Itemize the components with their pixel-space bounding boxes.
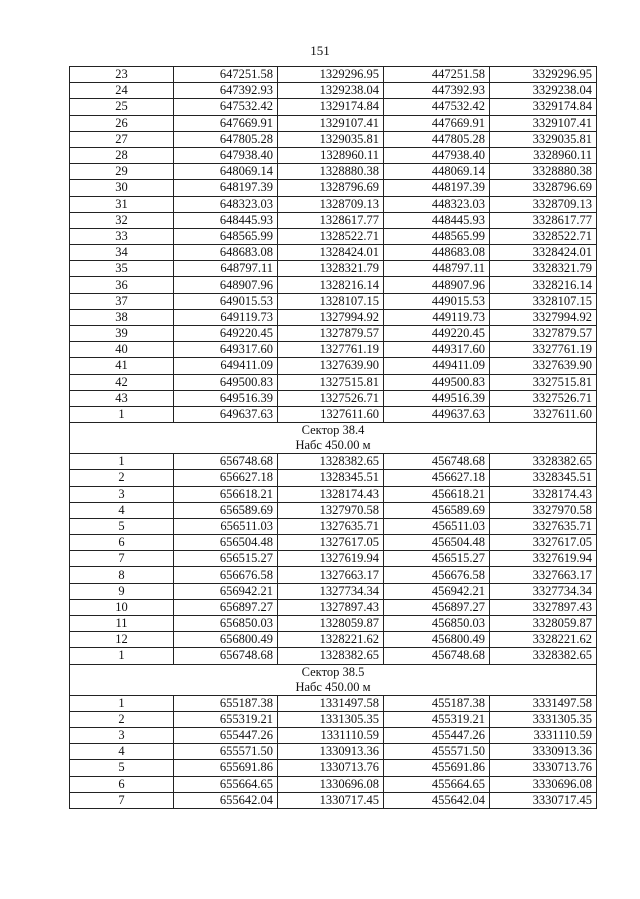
x-coordinate-cell: 648797.11 <box>174 261 278 277</box>
x-coordinate-cell: 655642.04 <box>174 792 278 808</box>
x-coordinate-cell: 648069.14 <box>174 164 278 180</box>
x-coordinate-cell: 647669.91 <box>174 115 278 131</box>
point-number-cell: 12 <box>70 632 174 648</box>
x-coordinate-cell: 656942.21 <box>174 583 278 599</box>
table-row <box>70 67 597 83</box>
table-row <box>70 792 597 808</box>
table-row <box>70 245 597 261</box>
y-msk-coordinate-cell: 3328174.43 <box>490 486 597 502</box>
point-number-cell: 32 <box>70 212 174 228</box>
y-msk-coordinate-cell: 3330713.76 <box>490 760 597 776</box>
table-row <box>70 358 597 374</box>
x-msk-coordinate-cell: 455691.86 <box>384 760 490 776</box>
x-msk-coordinate-cell: 447938.40 <box>384 147 490 163</box>
point-number-cell: 9 <box>70 583 174 599</box>
y-msk-coordinate-cell: 3328522.71 <box>490 228 597 244</box>
x-coordinate-cell: 656676.58 <box>174 567 278 583</box>
table-row <box>70 518 597 534</box>
table-row <box>70 406 597 422</box>
x-msk-coordinate-cell: 448323.03 <box>384 196 490 212</box>
x-coordinate-cell: 647251.58 <box>174 67 278 83</box>
y-coordinate-cell: 1327734.34 <box>278 583 384 599</box>
y-coordinate-cell: 1327611.60 <box>278 406 384 422</box>
y-msk-coordinate-cell: 3327761.19 <box>490 342 597 358</box>
x-msk-coordinate-cell: 448197.39 <box>384 180 490 196</box>
point-number-cell: 38 <box>70 309 174 325</box>
y-coordinate-cell: 1328880.38 <box>278 164 384 180</box>
x-msk-coordinate-cell: 447392.93 <box>384 83 490 99</box>
y-msk-coordinate-cell: 3329296.95 <box>490 67 597 83</box>
y-coordinate-cell: 1328424.01 <box>278 245 384 261</box>
y-coordinate-cell: 1327970.58 <box>278 502 384 518</box>
x-msk-coordinate-cell: 456504.48 <box>384 535 490 551</box>
point-number-cell: 36 <box>70 277 174 293</box>
point-number-cell: 37 <box>70 293 174 309</box>
x-msk-coordinate-cell: 448907.96 <box>384 277 490 293</box>
y-msk-coordinate-cell: 3330717.45 <box>490 792 597 808</box>
y-coordinate-cell: 1327761.19 <box>278 342 384 358</box>
y-coordinate-cell: 1327617.05 <box>278 535 384 551</box>
table-row <box>70 131 597 147</box>
x-coordinate-cell: 656627.18 <box>174 470 278 486</box>
x-coordinate-cell: 649411.09 <box>174 358 278 374</box>
point-number-cell: 42 <box>70 374 174 390</box>
table-row <box>70 760 597 776</box>
y-msk-coordinate-cell: 3328059.87 <box>490 616 597 632</box>
x-msk-coordinate-cell: 448565.99 <box>384 228 490 244</box>
y-msk-coordinate-cell: 3328960.11 <box>490 147 597 163</box>
y-coordinate-cell: 1327663.17 <box>278 567 384 583</box>
y-msk-coordinate-cell: 3328796.69 <box>490 180 597 196</box>
x-msk-coordinate-cell: 449015.53 <box>384 293 490 309</box>
y-msk-coordinate-cell: 3327526.71 <box>490 390 597 406</box>
table-row <box>70 277 597 293</box>
x-coordinate-cell: 656504.48 <box>174 535 278 551</box>
y-msk-coordinate-cell: 3327619.94 <box>490 551 597 567</box>
y-msk-coordinate-cell: 3329107.41 <box>490 115 597 131</box>
y-msk-coordinate-cell: 3327611.60 <box>490 406 597 422</box>
point-number-cell: 33 <box>70 228 174 244</box>
x-msk-coordinate-cell: 456748.68 <box>384 648 490 664</box>
x-msk-coordinate-cell: 456618.21 <box>384 486 490 502</box>
y-msk-coordinate-cell: 3328709.13 <box>490 196 597 212</box>
y-msk-coordinate-cell: 3328221.62 <box>490 632 597 648</box>
table-row <box>70 180 597 196</box>
x-coordinate-cell: 656515.27 <box>174 551 278 567</box>
y-msk-coordinate-cell: 3328424.01 <box>490 245 597 261</box>
x-msk-coordinate-cell: 449220.45 <box>384 326 490 342</box>
x-msk-coordinate-cell: 448683.08 <box>384 245 490 261</box>
x-msk-coordinate-cell: 449317.60 <box>384 342 490 358</box>
table-row <box>70 567 597 583</box>
y-msk-coordinate-cell: 3329174.84 <box>490 99 597 115</box>
y-coordinate-cell: 1327635.71 <box>278 518 384 534</box>
point-number-cell: 41 <box>70 358 174 374</box>
x-msk-coordinate-cell: 449500.83 <box>384 374 490 390</box>
page-number: 151 <box>310 43 330 58</box>
point-number-cell: 1 <box>70 695 174 711</box>
point-number-cell: 43 <box>70 390 174 406</box>
x-coordinate-cell: 648907.96 <box>174 277 278 293</box>
table-row <box>70 342 597 358</box>
y-msk-coordinate-cell: 3327970.58 <box>490 502 597 518</box>
y-coordinate-cell: 1328522.71 <box>278 228 384 244</box>
x-msk-coordinate-cell: 456676.58 <box>384 567 490 583</box>
table-row <box>70 711 597 727</box>
x-coordinate-cell: 647392.93 <box>174 83 278 99</box>
table-row <box>70 374 597 390</box>
point-number-cell: 35 <box>70 261 174 277</box>
y-coordinate-cell: 1330696.08 <box>278 776 384 792</box>
y-coordinate-cell: 1329174.84 <box>278 99 384 115</box>
x-coordinate-cell: 656748.68 <box>174 454 278 470</box>
x-msk-coordinate-cell: 449516.39 <box>384 390 490 406</box>
y-msk-coordinate-cell: 3331110.59 <box>490 727 597 743</box>
y-coordinate-cell: 1328345.51 <box>278 470 384 486</box>
table-row <box>70 390 597 406</box>
x-coordinate-cell: 656511.03 <box>174 518 278 534</box>
y-msk-coordinate-cell: 3327639.90 <box>490 358 597 374</box>
point-number-cell: 2 <box>70 711 174 727</box>
y-msk-coordinate-cell: 3328107.15 <box>490 293 597 309</box>
x-coordinate-cell: 648197.39 <box>174 180 278 196</box>
section-header <box>70 664 597 695</box>
point-number-cell: 1 <box>70 454 174 470</box>
y-coordinate-cell: 1328174.43 <box>278 486 384 502</box>
y-coordinate-cell: 1328059.87 <box>278 616 384 632</box>
y-msk-coordinate-cell: 3331305.35 <box>490 711 597 727</box>
y-coordinate-cell: 1327515.81 <box>278 374 384 390</box>
point-number-cell: 5 <box>70 760 174 776</box>
x-coordinate-cell: 647532.42 <box>174 99 278 115</box>
point-number-cell: 30 <box>70 180 174 196</box>
y-coordinate-cell: 1327619.94 <box>278 551 384 567</box>
y-coordinate-cell: 1328107.15 <box>278 293 384 309</box>
table-row <box>70 99 597 115</box>
section-header-row <box>70 664 597 695</box>
y-msk-coordinate-cell: 3327994.92 <box>490 309 597 325</box>
x-coordinate-cell: 656618.21 <box>174 486 278 502</box>
y-msk-coordinate-cell: 3328345.51 <box>490 470 597 486</box>
point-number-cell: 3 <box>70 727 174 743</box>
x-msk-coordinate-cell: 456627.18 <box>384 470 490 486</box>
y-msk-coordinate-cell: 3331497.58 <box>490 695 597 711</box>
table-row <box>70 326 597 342</box>
y-coordinate-cell: 1327526.71 <box>278 390 384 406</box>
y-msk-coordinate-cell: 3328321.79 <box>490 261 597 277</box>
y-msk-coordinate-cell: 3328382.65 <box>490 648 597 664</box>
table-row <box>70 83 597 99</box>
y-msk-coordinate-cell: 3328617.77 <box>490 212 597 228</box>
table-row <box>70 212 597 228</box>
x-msk-coordinate-cell: 448069.14 <box>384 164 490 180</box>
y-msk-coordinate-cell: 3327515.81 <box>490 374 597 390</box>
table-row <box>70 147 597 163</box>
x-coordinate-cell: 649516.39 <box>174 390 278 406</box>
table-row <box>70 454 597 470</box>
x-msk-coordinate-cell: 455664.65 <box>384 776 490 792</box>
point-number-cell: 6 <box>70 776 174 792</box>
point-number-cell: 5 <box>70 518 174 534</box>
x-coordinate-cell: 649637.63 <box>174 406 278 422</box>
section-header-row <box>70 423 597 454</box>
x-coordinate-cell: 649500.83 <box>174 374 278 390</box>
y-msk-coordinate-cell: 3327879.57 <box>490 326 597 342</box>
x-coordinate-cell: 649119.73 <box>174 309 278 325</box>
y-coordinate-cell: 1329107.41 <box>278 115 384 131</box>
x-coordinate-cell: 655571.50 <box>174 744 278 760</box>
x-coordinate-cell: 649220.45 <box>174 326 278 342</box>
table-row <box>70 261 597 277</box>
y-coordinate-cell: 1329296.95 <box>278 67 384 83</box>
x-coordinate-cell: 647805.28 <box>174 131 278 147</box>
table-row <box>70 502 597 518</box>
y-coordinate-cell: 1330713.76 <box>278 760 384 776</box>
y-msk-coordinate-cell: 3328216.14 <box>490 277 597 293</box>
x-msk-coordinate-cell: 456748.68 <box>384 454 490 470</box>
y-coordinate-cell: 1329035.81 <box>278 131 384 147</box>
point-number-cell: 23 <box>70 67 174 83</box>
y-coordinate-cell: 1331497.58 <box>278 695 384 711</box>
y-msk-coordinate-cell: 3330696.08 <box>490 776 597 792</box>
y-msk-coordinate-cell: 3330913.36 <box>490 744 597 760</box>
x-msk-coordinate-cell: 456511.03 <box>384 518 490 534</box>
x-coordinate-cell: 656897.27 <box>174 599 278 615</box>
x-msk-coordinate-cell: 455571.50 <box>384 744 490 760</box>
y-coordinate-cell: 1328321.79 <box>278 261 384 277</box>
coordinates-table <box>69 66 597 809</box>
section-title: Сектор 38.5 <box>301 664 365 679</box>
x-msk-coordinate-cell: 448797.11 <box>384 261 490 277</box>
table-row <box>70 293 597 309</box>
x-msk-coordinate-cell: 447805.28 <box>384 131 490 147</box>
x-coordinate-cell: 649317.60 <box>174 342 278 358</box>
point-number-cell: 4 <box>70 744 174 760</box>
table-row <box>70 616 597 632</box>
y-msk-coordinate-cell: 3327617.05 <box>490 535 597 551</box>
x-msk-coordinate-cell: 455319.21 <box>384 711 490 727</box>
x-msk-coordinate-cell: 449119.73 <box>384 309 490 325</box>
x-coordinate-cell: 656589.69 <box>174 502 278 518</box>
coordinates-table-body <box>70 67 597 809</box>
y-coordinate-cell: 1327879.57 <box>278 326 384 342</box>
y-msk-coordinate-cell: 3327635.71 <box>490 518 597 534</box>
y-coordinate-cell: 1328796.69 <box>278 180 384 196</box>
x-msk-coordinate-cell: 455447.26 <box>384 727 490 743</box>
x-coordinate-cell: 655664.65 <box>174 776 278 792</box>
y-coordinate-cell: 1331305.35 <box>278 711 384 727</box>
y-msk-coordinate-cell: 3327663.17 <box>490 567 597 583</box>
x-msk-coordinate-cell: 449637.63 <box>384 406 490 422</box>
table-row <box>70 648 597 664</box>
x-coordinate-cell: 655691.86 <box>174 760 278 776</box>
y-coordinate-cell: 1328617.77 <box>278 212 384 228</box>
y-coordinate-cell: 1328382.65 <box>278 454 384 470</box>
x-msk-coordinate-cell: 455642.04 <box>384 792 490 808</box>
x-msk-coordinate-cell: 455187.38 <box>384 695 490 711</box>
y-coordinate-cell: 1327639.90 <box>278 358 384 374</box>
y-coordinate-cell: 1328221.62 <box>278 632 384 648</box>
x-coordinate-cell: 647938.40 <box>174 147 278 163</box>
point-number-cell: 26 <box>70 115 174 131</box>
point-number-cell: 7 <box>70 551 174 567</box>
section-height: Набс 450.00 м <box>295 438 371 453</box>
x-coordinate-cell: 655447.26 <box>174 727 278 743</box>
table-row <box>70 727 597 743</box>
x-coordinate-cell: 656800.49 <box>174 632 278 648</box>
y-coordinate-cell: 1327994.92 <box>278 309 384 325</box>
y-msk-coordinate-cell: 3329238.04 <box>490 83 597 99</box>
point-number-cell: 40 <box>70 342 174 358</box>
point-number-cell: 4 <box>70 502 174 518</box>
x-msk-coordinate-cell: 448445.93 <box>384 212 490 228</box>
x-coordinate-cell: 648565.99 <box>174 228 278 244</box>
x-msk-coordinate-cell: 447532.42 <box>384 99 490 115</box>
point-number-cell: 10 <box>70 599 174 615</box>
section-height: Набс 450.00 м <box>295 679 371 694</box>
table-row <box>70 115 597 131</box>
point-number-cell: 6 <box>70 535 174 551</box>
x-coordinate-cell: 655319.21 <box>174 711 278 727</box>
section-header <box>70 423 597 454</box>
point-number-cell: 39 <box>70 326 174 342</box>
y-msk-coordinate-cell: 3328382.65 <box>490 454 597 470</box>
table-row <box>70 196 597 212</box>
point-number-cell: 28 <box>70 147 174 163</box>
point-number-cell: 7 <box>70 792 174 808</box>
table-row <box>70 776 597 792</box>
table-row <box>70 744 597 760</box>
table-row <box>70 695 597 711</box>
table-row <box>70 632 597 648</box>
x-coordinate-cell: 656850.03 <box>174 616 278 632</box>
point-number-cell: 34 <box>70 245 174 261</box>
y-coordinate-cell: 1328216.14 <box>278 277 384 293</box>
x-coordinate-cell: 648683.08 <box>174 245 278 261</box>
point-number-cell: 31 <box>70 196 174 212</box>
y-coordinate-cell: 1327897.43 <box>278 599 384 615</box>
y-coordinate-cell: 1329238.04 <box>278 83 384 99</box>
y-coordinate-cell: 1328382.65 <box>278 648 384 664</box>
x-coordinate-cell: 656748.68 <box>174 648 278 664</box>
x-msk-coordinate-cell: 456942.21 <box>384 583 490 599</box>
x-msk-coordinate-cell: 456897.27 <box>384 599 490 615</box>
table-row <box>70 486 597 502</box>
table-row <box>70 551 597 567</box>
x-coordinate-cell: 648323.03 <box>174 196 278 212</box>
table-row <box>70 228 597 244</box>
table-row <box>70 470 597 486</box>
y-coordinate-cell: 1330717.45 <box>278 792 384 808</box>
table-row <box>70 583 597 599</box>
x-msk-coordinate-cell: 456850.03 <box>384 616 490 632</box>
point-number-cell: 1 <box>70 648 174 664</box>
table-row <box>70 164 597 180</box>
point-number-cell: 2 <box>70 470 174 486</box>
table-row <box>70 599 597 615</box>
point-number-cell: 1 <box>70 406 174 422</box>
y-msk-coordinate-cell: 3327897.43 <box>490 599 597 615</box>
x-msk-coordinate-cell: 447669.91 <box>384 115 490 131</box>
point-number-cell: 27 <box>70 131 174 147</box>
x-coordinate-cell: 649015.53 <box>174 293 278 309</box>
point-number-cell: 25 <box>70 99 174 115</box>
y-msk-coordinate-cell: 3328880.38 <box>490 164 597 180</box>
point-number-cell: 8 <box>70 567 174 583</box>
point-number-cell: 29 <box>70 164 174 180</box>
y-coordinate-cell: 1331110.59 <box>278 727 384 743</box>
x-msk-coordinate-cell: 456800.49 <box>384 632 490 648</box>
point-number-cell: 11 <box>70 616 174 632</box>
table-row <box>70 535 597 551</box>
y-coordinate-cell: 1328960.11 <box>278 147 384 163</box>
y-msk-coordinate-cell: 3329035.81 <box>490 131 597 147</box>
y-coordinate-cell: 1328709.13 <box>278 196 384 212</box>
section-title: Сектор 38.4 <box>301 423 365 438</box>
x-msk-coordinate-cell: 447251.58 <box>384 67 490 83</box>
x-msk-coordinate-cell: 456589.69 <box>384 502 490 518</box>
x-msk-coordinate-cell: 449411.09 <box>384 358 490 374</box>
y-msk-coordinate-cell: 3327734.34 <box>490 583 597 599</box>
x-msk-coordinate-cell: 456515.27 <box>384 551 490 567</box>
x-coordinate-cell: 648445.93 <box>174 212 278 228</box>
point-number-cell: 24 <box>70 83 174 99</box>
point-number-cell: 3 <box>70 486 174 502</box>
table-row <box>70 309 597 325</box>
y-coordinate-cell: 1330913.36 <box>278 744 384 760</box>
x-coordinate-cell: 655187.38 <box>174 695 278 711</box>
